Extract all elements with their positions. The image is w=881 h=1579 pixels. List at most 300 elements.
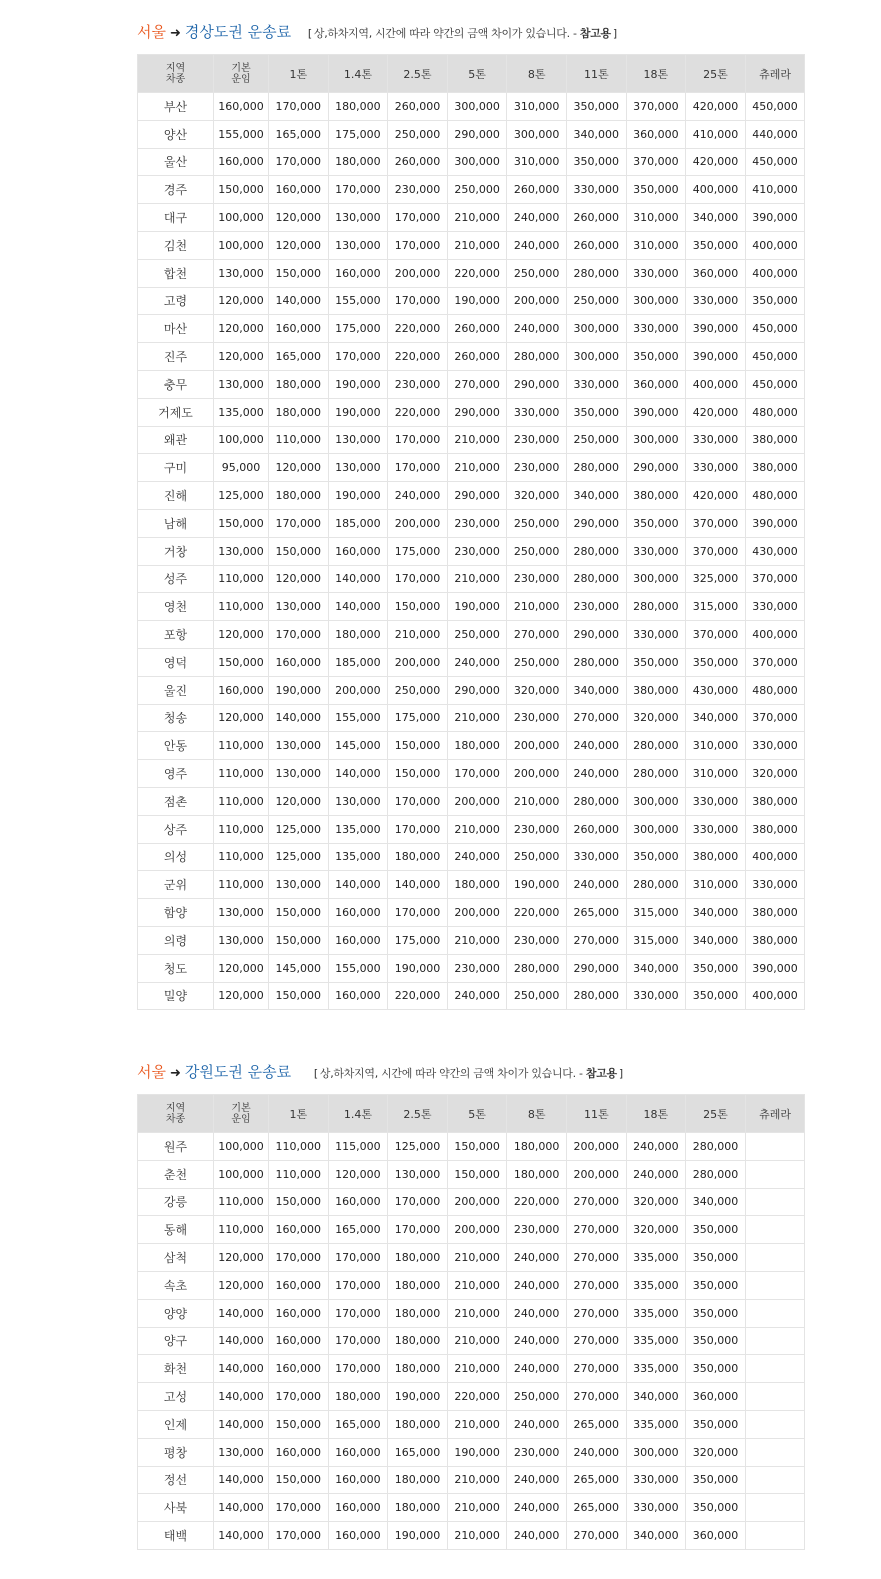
fare-cell: 180,000 [507,1133,567,1161]
fare-cell: 340,000 [686,704,746,732]
fare-cell: 170,000 [328,1299,388,1327]
fare-cell: 185,000 [328,648,388,676]
fare-cell [745,1522,805,1550]
fare-cell: 180,000 [388,1244,448,1272]
fare-cell: 220,000 [447,1383,507,1411]
fare-cell: 160,000 [269,315,329,343]
fare-cell: 220,000 [507,899,567,927]
column-header: 25톤 [686,1095,746,1133]
fare-cell: 170,000 [388,815,448,843]
fare-cell: 220,000 [447,259,507,287]
fare-cell: 180,000 [388,1410,448,1438]
fare-cell: 150,000 [269,1466,329,1494]
region-cell: 김천 [138,231,214,259]
fare-cell: 140,000 [214,1355,269,1383]
fare-cell: 280,000 [566,982,626,1010]
fare-cell: 330,000 [507,398,567,426]
fare-cell: 240,000 [626,1160,686,1188]
fare-cell [745,1133,805,1161]
table-row [138,204,805,232]
fare-cell [745,1383,805,1411]
fare-cell: 310,000 [507,148,567,176]
fare-cell: 140,000 [269,287,329,315]
fare-cell: 430,000 [745,537,805,565]
column-header: 25톤 [686,55,746,93]
fare-cell: 160,000 [328,982,388,1010]
fare-cell: 240,000 [507,1466,567,1494]
fare-cell: 120,000 [269,565,329,593]
fare-cell: 160,000 [214,93,269,121]
fare-table [137,1094,805,1550]
table-row [138,982,805,1010]
fare-cell: 265,000 [566,1466,626,1494]
fare-cell: 350,000 [566,93,626,121]
fare-cell: 115,000 [328,1133,388,1161]
fare-cell: 170,000 [269,148,329,176]
fare-cell: 160,000 [328,1494,388,1522]
fare-cell: 130,000 [269,732,329,760]
fare-cell: 360,000 [626,120,686,148]
fare-cell: 200,000 [388,509,448,537]
fare-cell: 250,000 [566,287,626,315]
fare-cell: 170,000 [388,565,448,593]
heading-destination: 경상도권 운송료 [184,23,292,41]
fare-cell: 290,000 [447,120,507,148]
fare-cell: 140,000 [269,704,329,732]
fare-cell: 180,000 [269,370,329,398]
fare-cell: 280,000 [566,454,626,482]
fare-cell: 160,000 [269,1327,329,1355]
table-row [138,621,805,649]
region-cell: 충무 [138,370,214,398]
fare-cell: 390,000 [745,204,805,232]
fare-cell: 335,000 [626,1244,686,1272]
fare-cell: 170,000 [269,93,329,121]
table-row [138,93,805,121]
fare-cell: 170,000 [269,1494,329,1522]
fare-cell: 450,000 [745,370,805,398]
fare-cell: 300,000 [626,426,686,454]
note-text: 상,하차지역, 시간에 따라 약간의 금액 차이가 있습니다. - [319,1067,583,1080]
fare-cell: 335,000 [626,1299,686,1327]
fare-cell: 160,000 [328,259,388,287]
fare-cell: 180,000 [269,398,329,426]
fare-cell: 110,000 [214,815,269,843]
fare-cell: 220,000 [388,982,448,1010]
fare-cell: 380,000 [745,426,805,454]
fare-cell: 340,000 [566,482,626,510]
fare-cell: 270,000 [566,1522,626,1550]
table-row [138,732,805,760]
fare-cell: 390,000 [626,398,686,426]
table-row [138,259,805,287]
fare-cell: 330,000 [566,370,626,398]
fare-cell: 230,000 [566,593,626,621]
fare-cell: 480,000 [745,482,805,510]
column-header: 츄레라 [745,1095,805,1133]
fare-cell: 175,000 [388,926,448,954]
fare-cell: 430,000 [686,676,746,704]
fare-cell: 230,000 [447,537,507,565]
column-header: 18톤 [626,55,686,93]
fare-cell: 340,000 [626,1522,686,1550]
region-cell: 경주 [138,176,214,204]
fare-cell: 160,000 [269,648,329,676]
fare-cell: 120,000 [214,1244,269,1272]
fare-cell: 170,000 [328,343,388,371]
fare-cell: 180,000 [328,148,388,176]
fare-cell: 270,000 [566,1216,626,1244]
fare-cell: 310,000 [686,732,746,760]
fare-cell: 145,000 [269,954,329,982]
fare-cell: 450,000 [745,315,805,343]
fare-cell: 170,000 [269,1522,329,1550]
fare-cell: 335,000 [626,1355,686,1383]
fare-cell [745,1438,805,1466]
region-cell: 강릉 [138,1188,214,1216]
table-row [138,1410,805,1438]
fare-cell: 160,000 [328,537,388,565]
fare-cell: 160,000 [328,1466,388,1494]
fare-cell: 165,000 [328,1216,388,1244]
fare-cell: 265,000 [566,1494,626,1522]
fare-cell: 230,000 [388,370,448,398]
fare-cell: 130,000 [328,787,388,815]
fare-cell: 330,000 [626,1466,686,1494]
fare-cell: 210,000 [447,1244,507,1272]
region-cell: 포항 [138,621,214,649]
fare-cell: 210,000 [447,1327,507,1355]
fare-cell: 240,000 [507,1271,567,1299]
fare-cell: 350,000 [686,231,746,259]
region-cell: 함양 [138,899,214,927]
fare-cell: 120,000 [214,982,269,1010]
fare-cell: 200,000 [507,760,567,788]
fare-cell: 135,000 [328,843,388,871]
fare-cell: 260,000 [388,93,448,121]
fare-cell: 170,000 [388,1216,448,1244]
fare-cell [745,1271,805,1299]
fare-cell: 240,000 [507,1299,567,1327]
fare-cell: 310,000 [626,231,686,259]
fare-cell: 290,000 [447,398,507,426]
fare-cell: 200,000 [507,287,567,315]
fare-cell: 280,000 [626,732,686,760]
table-row [138,482,805,510]
fare-cell: 180,000 [447,732,507,760]
fare-cell: 330,000 [626,621,686,649]
fare-cell: 400,000 [745,843,805,871]
region-cell: 영주 [138,760,214,788]
fare-cell: 330,000 [626,315,686,343]
fare-cell: 120,000 [214,343,269,371]
column-header: 2.5톤 [388,1095,448,1133]
fare-cell: 280,000 [626,760,686,788]
fare-cell: 230,000 [507,815,567,843]
table-row [138,1133,805,1161]
table-row [138,565,805,593]
fare-cell: 210,000 [447,1271,507,1299]
fare-cell: 290,000 [566,621,626,649]
fare-cell: 230,000 [447,509,507,537]
fare-cell: 480,000 [745,676,805,704]
fare-cell: 120,000 [269,231,329,259]
fare-cell: 290,000 [447,482,507,510]
fare-cell: 220,000 [388,398,448,426]
fare-cell: 350,000 [686,1327,746,1355]
fare-cell: 350,000 [686,1216,746,1244]
column-header: 11톤 [566,55,626,93]
fare-cell: 230,000 [507,565,567,593]
fare-cell: 370,000 [745,704,805,732]
fare-cell: 390,000 [686,315,746,343]
table-row [138,315,805,343]
fare-cell: 130,000 [214,537,269,565]
fare-cell: 170,000 [388,454,448,482]
fare-cell: 130,000 [328,231,388,259]
fare-cell: 190,000 [507,871,567,899]
fare-cell: 190,000 [328,370,388,398]
fare-cell: 240,000 [507,1494,567,1522]
region-cell: 남해 [138,509,214,537]
fare-cell: 155,000 [328,287,388,315]
fare-cell: 140,000 [214,1327,269,1355]
fare-cell: 320,000 [745,760,805,788]
fare-cell: 180,000 [328,1383,388,1411]
fare-cell: 390,000 [686,343,746,371]
table-row [138,704,805,732]
fare-cell: 180,000 [388,1494,448,1522]
fare-cell: 210,000 [447,1494,507,1522]
fare-cell: 400,000 [745,231,805,259]
fare-cell: 130,000 [328,204,388,232]
fare-cell: 340,000 [626,954,686,982]
fare-cell: 360,000 [686,259,746,287]
fare-cell: 200,000 [447,899,507,927]
fare-cell: 440,000 [745,120,805,148]
fare-cell: 110,000 [269,426,329,454]
fare-cell: 110,000 [214,593,269,621]
fare-cell: 155,000 [328,954,388,982]
fare-cell: 190,000 [328,482,388,510]
fare-cell: 140,000 [214,1383,269,1411]
fare-cell: 350,000 [626,843,686,871]
heading-destination: 강원도권 운송료 [184,1063,292,1081]
column-header: 11톤 [566,1095,626,1133]
fare-cell [745,1160,805,1188]
table-row [138,1160,805,1188]
fare-cell: 140,000 [388,871,448,899]
fare-cell: 180,000 [507,1160,567,1188]
table-row [138,148,805,176]
table-row [138,231,805,259]
fare-cell: 250,000 [507,1383,567,1411]
fare-cell: 150,000 [447,1160,507,1188]
fare-cell: 160,000 [328,1522,388,1550]
fare-cell: 300,000 [626,565,686,593]
fare-cell: 120,000 [269,787,329,815]
fare-cell: 420,000 [686,482,746,510]
fare-cell: 370,000 [626,93,686,121]
fare-table [137,54,805,1010]
fare-cell: 140,000 [214,1522,269,1550]
column-header: 2.5톤 [388,55,448,93]
fare-cell: 160,000 [269,1216,329,1244]
fare-cell: 340,000 [626,1383,686,1411]
fare-cell: 420,000 [686,398,746,426]
table-row [138,1466,805,1494]
fare-cell: 250,000 [507,537,567,565]
fare-cell: 150,000 [269,899,329,927]
fare-cell: 210,000 [447,1299,507,1327]
fare-cell: 330,000 [626,982,686,1010]
fare-cell: 340,000 [566,120,626,148]
fare-cell: 125,000 [269,815,329,843]
fare-cell: 150,000 [447,1133,507,1161]
fare-cell: 450,000 [745,148,805,176]
fare-cell: 180,000 [388,1271,448,1299]
fare-cell: 260,000 [507,176,567,204]
fare-cell: 260,000 [447,315,507,343]
table-row [138,676,805,704]
region-cell: 청도 [138,954,214,982]
fare-cell: 170,000 [328,176,388,204]
fare-cell: 330,000 [686,426,746,454]
fare-cell: 270,000 [447,370,507,398]
fare-cell: 125,000 [388,1133,448,1161]
fare-cell: 110,000 [214,1216,269,1244]
fare-cell: 330,000 [566,843,626,871]
fare-cell: 300,000 [447,93,507,121]
fare-cell: 330,000 [686,815,746,843]
region-cell: 정선 [138,1466,214,1494]
table-row [138,648,805,676]
fare-cell: 230,000 [507,926,567,954]
note-bold: 참고용 [579,27,611,40]
fare-cell: 260,000 [566,231,626,259]
fare-cell: 125,000 [269,843,329,871]
fare-cell: 150,000 [269,926,329,954]
table-row [138,537,805,565]
fare-cell: 130,000 [269,593,329,621]
fare-cell: 330,000 [745,871,805,899]
region-cell: 태백 [138,1522,214,1550]
fare-cell: 170,000 [388,231,448,259]
table-row [138,120,805,148]
fare-cell: 150,000 [269,259,329,287]
fare-cell [745,1299,805,1327]
fare-cell: 400,000 [745,621,805,649]
region-cell: 영천 [138,593,214,621]
fare-cell: 250,000 [447,176,507,204]
fare-cell: 110,000 [214,760,269,788]
fare-cell: 240,000 [507,1355,567,1383]
fare-cell: 280,000 [507,954,567,982]
fare-cell: 165,000 [328,1410,388,1438]
column-header: 1톤 [269,1095,329,1133]
fare-cell: 140,000 [214,1466,269,1494]
fare-cell: 265,000 [566,899,626,927]
table-header-row [138,1095,805,1133]
fare-cell: 280,000 [686,1133,746,1161]
fare-cell: 300,000 [447,148,507,176]
fare-cell: 180,000 [328,93,388,121]
fare-cell [745,1244,805,1272]
fare-cell: 165,000 [269,120,329,148]
fare-cell: 340,000 [686,204,746,232]
column-header: 5톤 [447,1095,507,1133]
fare-cell: 400,000 [745,982,805,1010]
fare-cell: 350,000 [626,648,686,676]
table-row [138,1355,805,1383]
fare-cell: 140,000 [328,593,388,621]
region-cell: 성주 [138,565,214,593]
fare-cell: 120,000 [269,204,329,232]
column-header: 1톤 [269,55,329,93]
fare-cell: 200,000 [388,648,448,676]
region-cell: 군위 [138,871,214,899]
fare-cell: 350,000 [626,343,686,371]
table-row [138,1271,805,1299]
fare-cell: 480,000 [745,398,805,426]
fare-cell [745,1355,805,1383]
fare-cell [745,1188,805,1216]
fare-cell: 130,000 [269,760,329,788]
fare-cell: 150,000 [214,176,269,204]
fare-cell: 320,000 [626,704,686,732]
fare-cell: 270,000 [566,926,626,954]
fare-cell: 210,000 [447,815,507,843]
table-row [138,1494,805,1522]
region-cell: 상주 [138,815,214,843]
table-header-row [138,55,805,93]
fare-cell: 120,000 [214,1271,269,1299]
fare-cell: 310,000 [507,93,567,121]
fare-cell: 130,000 [269,871,329,899]
fare-cell: 350,000 [626,176,686,204]
arrow-right-icon: ➜ [169,1066,181,1081]
fare-cell: 200,000 [447,1188,507,1216]
fare-cell: 265,000 [566,1410,626,1438]
fare-cell [745,1216,805,1244]
fare-cell: 380,000 [626,482,686,510]
fare-cell: 210,000 [507,787,567,815]
fare-cell: 170,000 [388,287,448,315]
fare-cell: 260,000 [388,148,448,176]
fare-cell: 310,000 [686,871,746,899]
table-row [138,454,805,482]
fare-cell: 170,000 [388,787,448,815]
fare-cell: 185,000 [328,509,388,537]
fare-cell: 300,000 [507,120,567,148]
section-heading [137,18,804,46]
fare-cell: 270,000 [507,621,567,649]
fare-cell: 370,000 [626,148,686,176]
region-cell: 청송 [138,704,214,732]
fare-cell: 210,000 [447,454,507,482]
fare-cell: 330,000 [686,454,746,482]
fare-cell: 180,000 [328,621,388,649]
fare-cell: 270,000 [566,1299,626,1327]
fare-cell: 175,000 [388,537,448,565]
region-cell: 평창 [138,1438,214,1466]
fare-cell: 370,000 [745,565,805,593]
region-cell: 삼척 [138,1244,214,1272]
fare-cell: 210,000 [447,204,507,232]
fare-cell: 280,000 [626,871,686,899]
gangwon-section [137,1058,804,1550]
fare-cell: 130,000 [214,370,269,398]
